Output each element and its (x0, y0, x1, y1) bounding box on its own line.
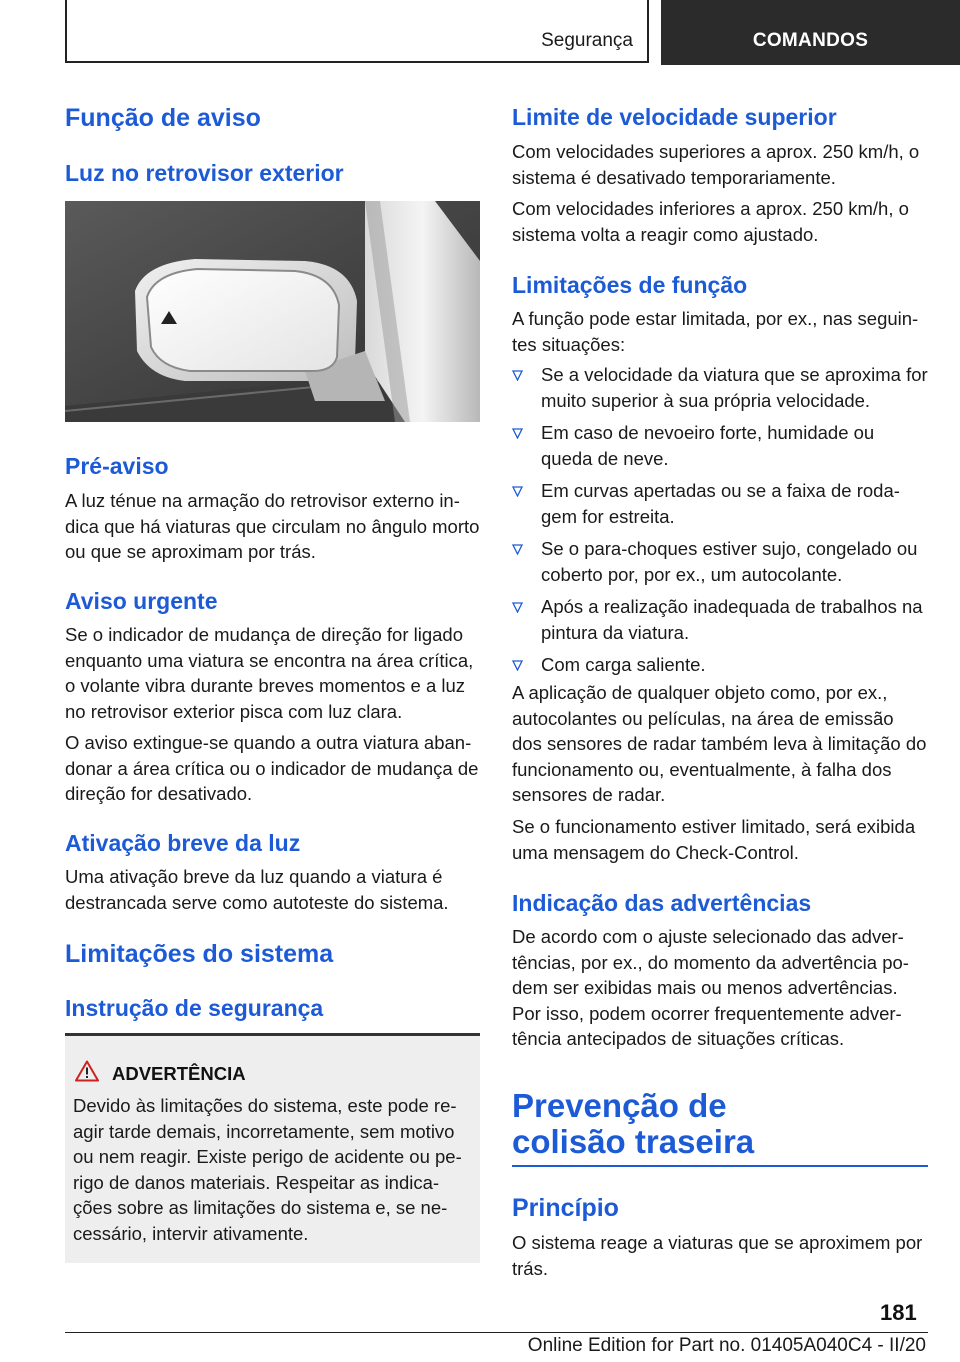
warning-title: ADVERTÊNCIA (112, 1063, 246, 1084)
side-mirror-illustration (65, 201, 480, 422)
triangle-bullet-icon (512, 370, 523, 381)
list-item: Em caso de nevoeiro forte, humidade ou queda de neve. (512, 420, 928, 471)
paragraph-principio: O sistema reage a viaturas que se aproximem por trás. (512, 1232, 923, 1279)
paragraph-limite-velocidade-1: Com velocidades superiores a aprox. 250 km/h, o sistema é desativado temporariamente. (512, 141, 920, 188)
list-item: Se a velocidade da viatura que se aproxima for muito superior à sua própria velocidade. (512, 362, 928, 413)
paragraph-indicacao-advertencias: De acordo com o ajuste selecionado das adver-tências, por ex., do momento da advertência po-dem ser exibidas mais ou menos advertências. Por isso, podem ocorrer frequentemente adver-tência antecipados de situações críticas. (512, 926, 909, 1049)
list-item: Após a realização inadequada de trabalhos na pintura da viatura. (512, 594, 928, 645)
heading-prevencao-colisao-traseira: Prevenção de colisão traseira (512, 1087, 755, 1160)
heading-ativacao-breve: Ativação breve da luz (65, 830, 301, 856)
list-item: Com carga saliente. (512, 652, 928, 678)
paragraph-limite-velocidade-2: Com velocidades inferiores a aprox. 250 km/h, o sistema volta a reagir como ajustado. (512, 198, 909, 245)
heading-limite-velocidade: Limite de velocidade superior (512, 104, 837, 130)
paragraph-funcionamento-limitado: Se o funcionamento estiver limitado, será exibida uma mensagem do Check-Control. (512, 816, 916, 863)
heading-luz-retrovisor: Luz no retrovisor exterior (65, 160, 344, 186)
warning-box (65, 1036, 480, 1263)
header-section-title: Segurança (541, 30, 633, 51)
footer-rule (65, 1332, 928, 1333)
triangle-bullet-icon (512, 602, 523, 613)
triangle-bullet-icon (512, 486, 523, 497)
paragraph-pre-aviso: A luz ténue na armação do retrovisor externo in-dica que há viaturas que circulam no ângulo morto ou que se aproximam por trás. (65, 490, 480, 562)
heading-funcao-de-aviso: Função de aviso (65, 104, 261, 132)
triangle-bullet-icon (512, 544, 523, 555)
page-number: 181 (880, 1300, 917, 1325)
paragraph-limitacoes-funcao: A função pode estar limitada, por ex., nas seguin-tes situações: (512, 308, 919, 355)
paragraph-aviso-urgente-1: Se o indicador de mudança de direção for ligado enquanto uma viatura se encontra na área crítica, o volante vibra durante breves momentos e a luz no retrovisor exterior pisca com luz clara. (65, 624, 474, 722)
mirror-photo (65, 201, 480, 422)
heading-principio: Princípio (512, 1194, 619, 1222)
footer-edition: Online Edition for Part no. 01405A040C4 - II/20 (527, 1335, 926, 1356)
paragraph-aplicacao-objetos: A aplicação de qualquer objeto como, por ex., autocolantes ou películas, na área de emissão dos sensores de radar também leva à limitação do funcionamento ou, eventualmente, à falha dos sensores de radar. (512, 682, 927, 805)
heading-instrucao-seguranca: Instrução de segurança (65, 995, 324, 1021)
section-rule (512, 1165, 928, 1167)
paragraph-ativacao-breve: Uma ativação breve da luz quando a viatura é destrancada serve como autoteste do sistema. (65, 866, 449, 913)
header-chapter-label: COMANDOS (752, 30, 869, 51)
list-item: Em curvas apertadas ou se a faixa de roda-gem for estreita. (512, 478, 928, 529)
limitations-list (512, 362, 928, 685)
heading-limitacoes-sistema: Limitações do sistema (65, 940, 334, 968)
heading-limitacoes-funcao: Limitações de função (512, 272, 748, 298)
heading-pre-aviso: Pré-aviso (65, 453, 169, 479)
triangle-bullet-icon (512, 660, 523, 671)
warning-triangle-icon (75, 1060, 99, 1082)
warning-text: Devido às limitações do sistema, este pode re-agir tarde demais, incorretamente, sem motivo ou nem reagir. Existe perigo de acidente ou pe-rigo de danos materiais. Respeitar as indica-ções sobre as limitações do sistema e, se ne-cessário, intervir ativamente. (73, 1095, 462, 1244)
header-frame (65, 0, 649, 63)
triangle-bullet-icon (512, 428, 523, 439)
list-item: Se o para-choques estiver sujo, congelado ou coberto por, por ex., um autocolante. (512, 536, 928, 587)
heading-aviso-urgente: Aviso urgente (65, 588, 218, 614)
heading-indicacao-advertencias: Indicação das advertências (512, 890, 812, 916)
header-chapter-tab (661, 0, 960, 65)
paragraph-aviso-urgente-2: O aviso extingue-se quando a outra viatura aban-donar a área crítica ou o indicador de mudança de direção for desativado. (65, 732, 479, 804)
